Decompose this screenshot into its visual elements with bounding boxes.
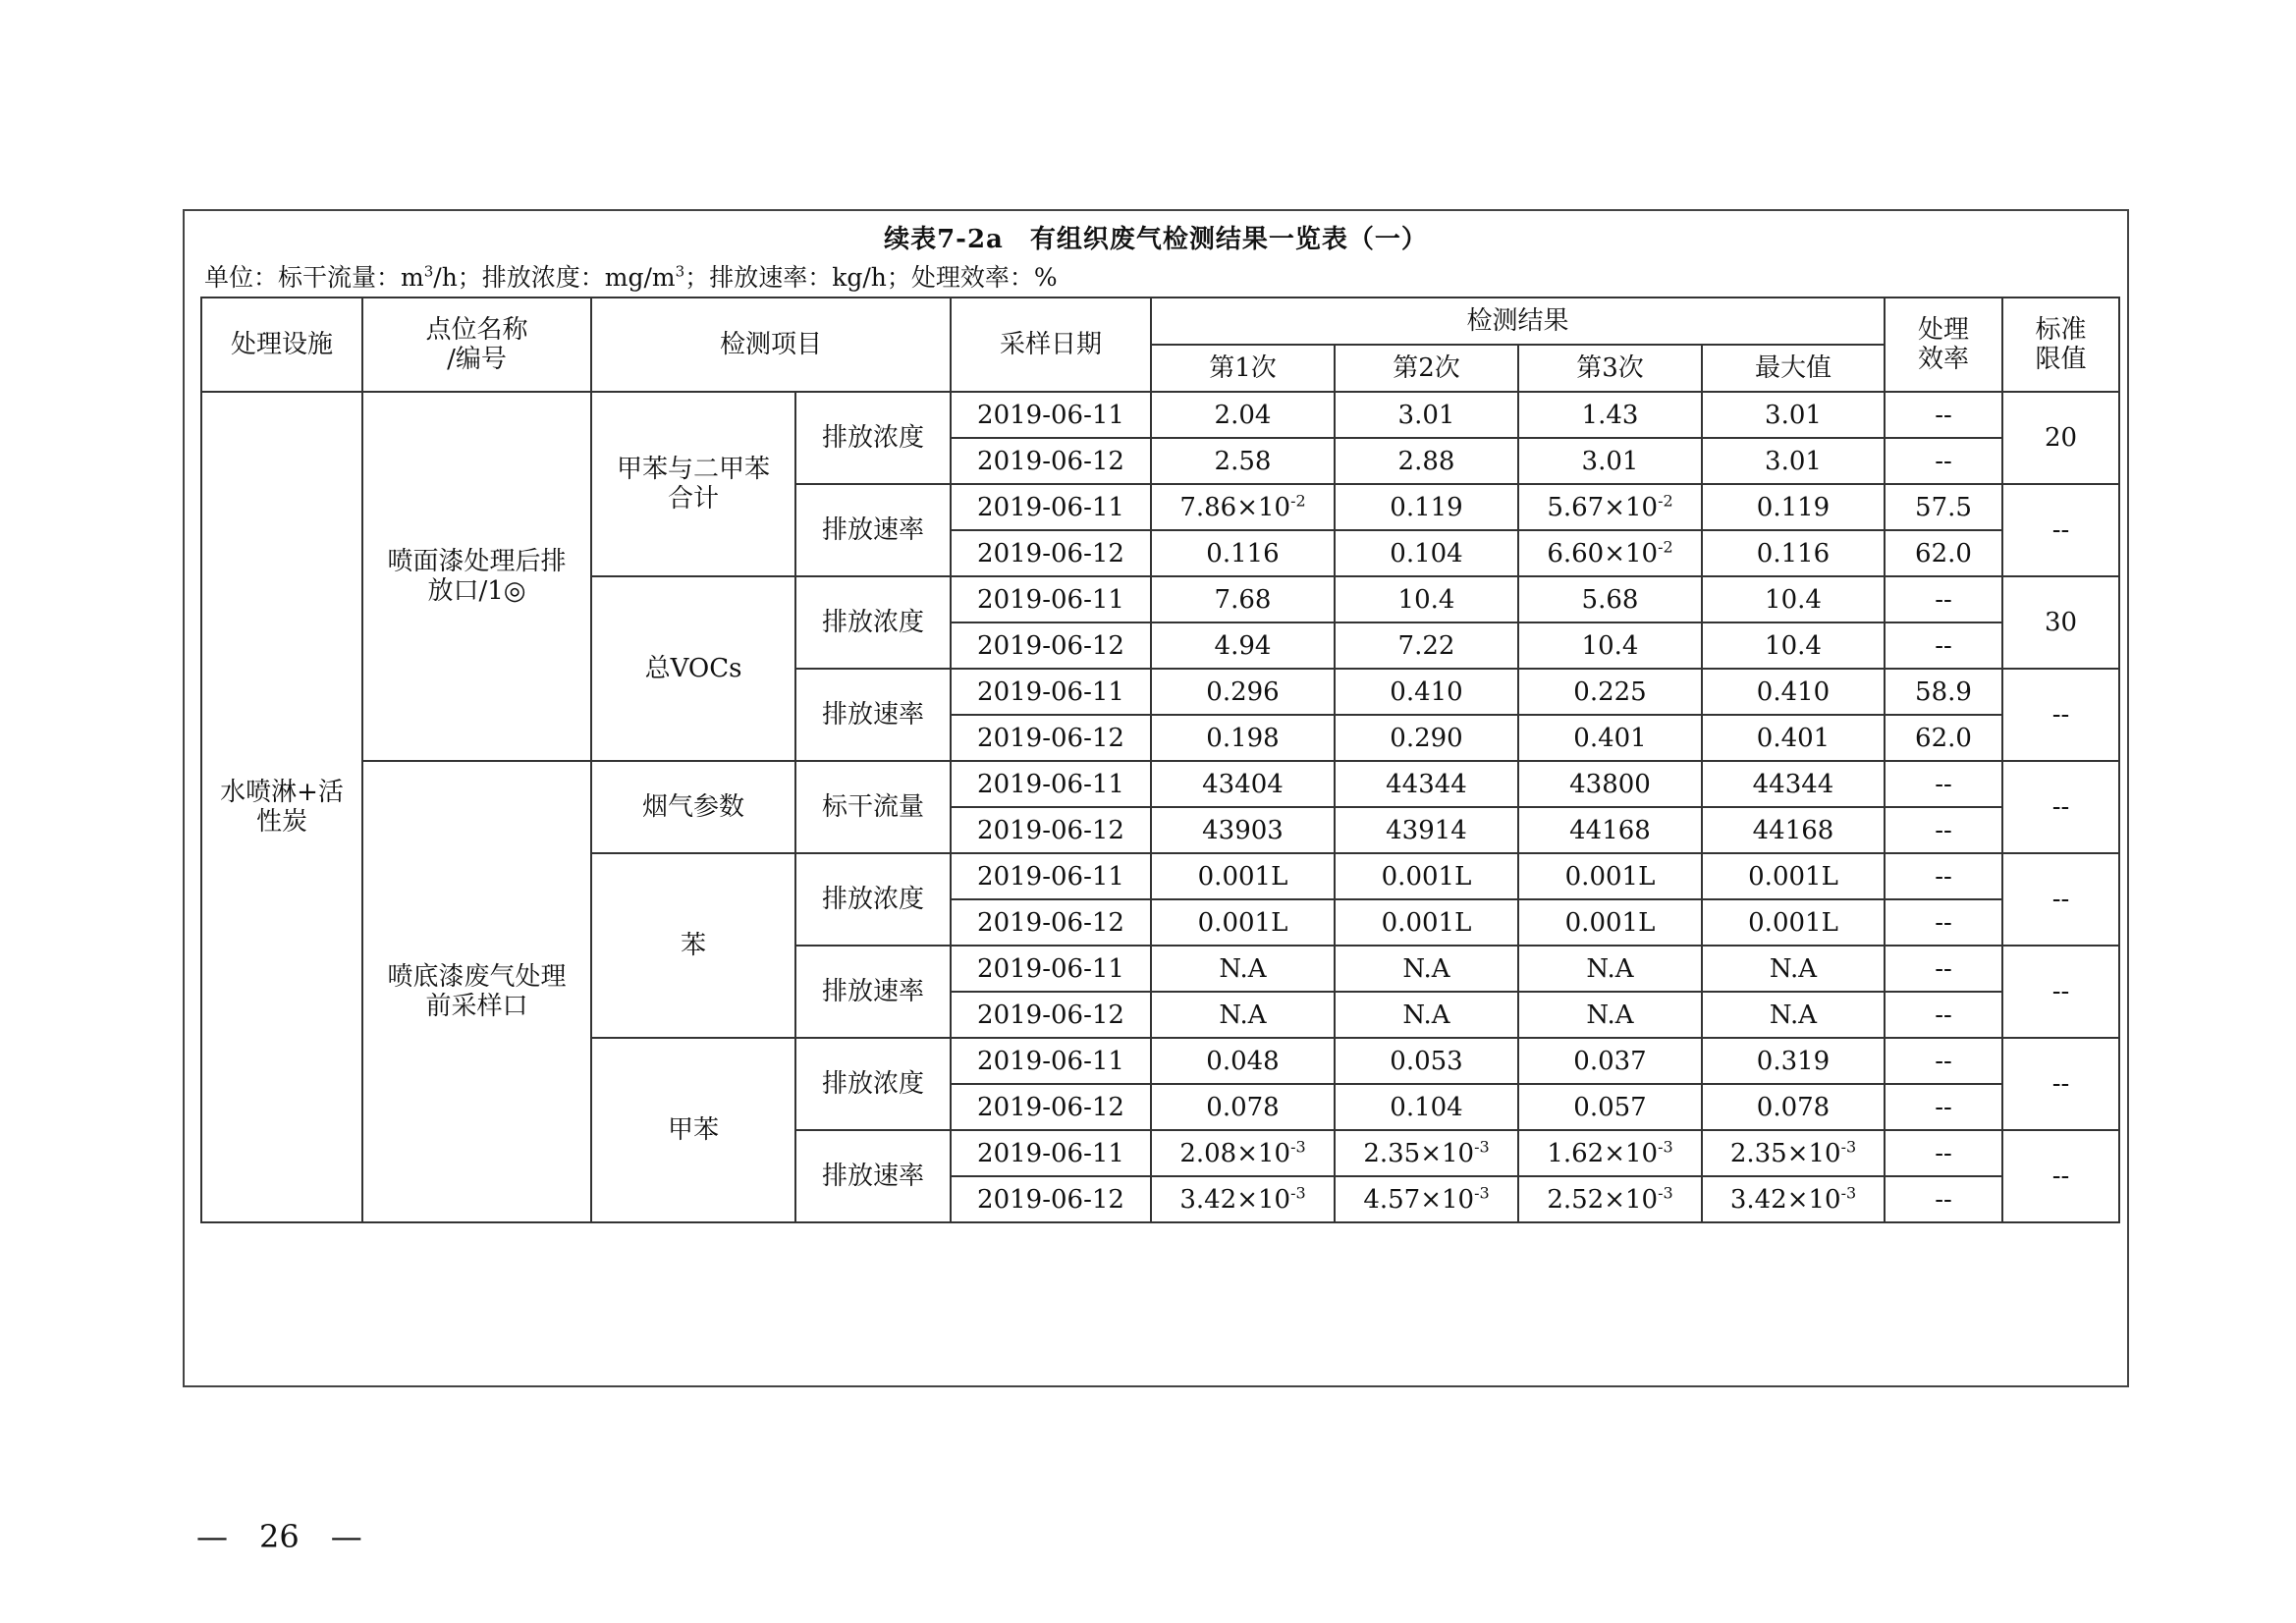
max-cell-value: 44168	[1752, 815, 1834, 845]
run-1-cell-value: 43404	[1202, 769, 1284, 799]
run-3-cell	[1518, 992, 1702, 1038]
max-cell	[1702, 1084, 1885, 1130]
run-2-cell	[1335, 669, 1518, 715]
date-cell-value: 2019-06-11	[977, 953, 1124, 984]
run-2-cell	[1335, 899, 1518, 946]
run-1-cell	[1151, 1038, 1335, 1084]
run-1-cell-value: 0.198	[1206, 723, 1280, 753]
run-3-cell-value: 6.60×10	[1547, 538, 1659, 568]
run-2-cell	[1335, 807, 1518, 853]
facility-cell: 水喷淋+活 性炭	[201, 392, 362, 1222]
page-number: — 26 —	[196, 1518, 362, 1555]
efficiency-cell	[1885, 438, 2002, 484]
max-cell	[1702, 392, 1885, 438]
efficiency-cell	[1885, 853, 2002, 899]
date-cell	[951, 761, 1151, 807]
date-cell	[951, 715, 1151, 761]
param-cell: 排放浓度	[795, 576, 951, 669]
run-2-cell	[1335, 530, 1518, 576]
run-3-cell	[1518, 1038, 1702, 1084]
run-1-cell-exponent: -2	[1290, 490, 1306, 510]
efficiency-cell	[1885, 1038, 2002, 1084]
efficiency-cell	[1885, 484, 2002, 530]
max-cell-value: 0.319	[1756, 1046, 1831, 1076]
date-cell	[951, 946, 1151, 992]
date-cell-value: 2019-06-11	[977, 492, 1124, 522]
limit-cell: --	[2002, 1038, 2119, 1130]
run-1-cell	[1151, 715, 1335, 761]
efficiency-cell-value: --	[1935, 769, 1952, 799]
date-cell-value: 2019-06-12	[977, 446, 1124, 476]
date-cell-value: 2019-06-12	[977, 723, 1124, 753]
run-2-cell	[1335, 1038, 1518, 1084]
run-2-cell-value: 3.01	[1397, 400, 1455, 430]
efficiency-cell-value: --	[1935, 400, 1952, 430]
run-2-cell	[1335, 1176, 1518, 1222]
date-cell-value: 2019-06-12	[977, 538, 1124, 568]
max-cell	[1702, 946, 1885, 992]
max-cell-value: 0.119	[1756, 492, 1831, 522]
date-cell-value: 2019-06-11	[977, 769, 1124, 799]
run-2-cell-value: 7.22	[1397, 630, 1455, 661]
run-2-cell-value: N.A	[1402, 953, 1450, 984]
date-cell-value: 2019-06-12	[977, 1092, 1124, 1122]
header-item: 检测项目	[591, 298, 951, 392]
efficiency-cell-value: --	[1935, 953, 1952, 984]
date-cell	[951, 530, 1151, 576]
date-cell	[951, 622, 1151, 669]
run-3-cell-exponent: -3	[1658, 1136, 1673, 1156]
run-1-cell-value: 7.86×10	[1179, 492, 1291, 522]
run-3-cell	[1518, 1130, 1702, 1176]
efficiency-cell	[1885, 715, 2002, 761]
date-cell-value: 2019-06-12	[977, 1000, 1124, 1030]
efficiency-cell	[1885, 899, 2002, 946]
run-1-cell-value: 2.58	[1214, 446, 1272, 476]
efficiency-cell-value: --	[1935, 1184, 1952, 1215]
run-3-cell	[1518, 761, 1702, 807]
max-cell	[1702, 576, 1885, 622]
date-cell-value: 2019-06-11	[977, 584, 1124, 615]
run-1-cell	[1151, 1176, 1335, 1222]
max-cell	[1702, 438, 1885, 484]
efficiency-cell	[1885, 1130, 2002, 1176]
run-1-cell-value: 0.001L	[1197, 907, 1288, 938]
run-1-cell-value: 0.048	[1206, 1046, 1280, 1076]
date-cell	[951, 1038, 1151, 1084]
limit-cell: --	[2002, 1130, 2119, 1222]
efficiency-cell-value: 62.0	[1915, 723, 1972, 753]
run-1-cell	[1151, 392, 1335, 438]
date-cell	[951, 669, 1151, 715]
max-cell	[1702, 530, 1885, 576]
max-cell	[1702, 484, 1885, 530]
efficiency-cell-value: --	[1935, 907, 1952, 938]
run-2-cell-value: 4.57×10	[1363, 1184, 1475, 1215]
max-cell-value: 44344	[1752, 769, 1834, 799]
point-cell: 喷底漆废气处理 前采样口	[362, 761, 591, 1222]
run-1-cell-value: 0.296	[1206, 676, 1280, 707]
results-table	[200, 297, 2120, 1223]
run-1-cell-value: N.A	[1219, 1000, 1267, 1030]
run-1-cell-value: 7.68	[1214, 584, 1272, 615]
param-cell: 排放浓度	[795, 392, 951, 484]
run-1-cell	[1151, 946, 1335, 992]
efficiency-cell-value: --	[1935, 1000, 1952, 1030]
point-cell: 喷面漆处理后排 放口/1◎	[362, 392, 591, 761]
units-line: 单位：标干流量：$m^3/h$；排放浓度：$mg/m^3$；排放速率：kg/h；处理效率：%	[204, 262, 1058, 292]
efficiency-cell-value: --	[1935, 1046, 1952, 1076]
run-2-cell	[1335, 1130, 1518, 1176]
run-1-cell-exponent: -3	[1290, 1136, 1306, 1156]
max-cell-value: 3.01	[1765, 400, 1822, 430]
run-2-cell-value: N.A	[1402, 1000, 1450, 1030]
run-1-cell	[1151, 669, 1335, 715]
date-cell-value: 2019-06-11	[977, 1138, 1124, 1168]
run-2-cell-value: 2.88	[1397, 446, 1455, 476]
date-cell	[951, 899, 1151, 946]
run-1-cell-value: 0.001L	[1197, 861, 1288, 892]
table-row	[201, 761, 2119, 807]
table-title: 续表7-2a 有组织废气检测结果一览表（一）	[884, 225, 1428, 254]
date-cell-value: 2019-06-11	[977, 1046, 1124, 1076]
run-3-cell	[1518, 946, 1702, 992]
max-cell	[1702, 807, 1885, 853]
run-1-cell	[1151, 484, 1335, 530]
run-3-cell-value: 0.037	[1573, 1046, 1647, 1076]
run-3-cell-value: 3.01	[1581, 446, 1639, 476]
max-cell-value: 0.401	[1756, 723, 1831, 753]
efficiency-cell-value: --	[1935, 1092, 1952, 1122]
run-3-cell	[1518, 807, 1702, 853]
header-point: 点位名称 /编号	[362, 298, 591, 392]
run-2-cell	[1335, 484, 1518, 530]
report-frame	[183, 209, 2129, 1387]
efficiency-cell-value: 62.0	[1915, 538, 1972, 568]
run-3-cell	[1518, 1176, 1702, 1222]
max-cell-value: 0.001L	[1748, 861, 1838, 892]
efficiency-cell-value: --	[1935, 815, 1952, 845]
pollutant-cell: 甲苯与二甲苯 合计	[591, 392, 795, 576]
run-3-cell-value: 10.4	[1581, 630, 1639, 661]
efficiency-cell	[1885, 761, 2002, 807]
efficiency-cell	[1885, 992, 2002, 1038]
run-2-cell-value: 43914	[1386, 815, 1467, 845]
param-cell: 排放浓度	[795, 1038, 951, 1130]
limit-cell: --	[2002, 484, 2119, 576]
max-cell	[1702, 622, 1885, 669]
max-cell	[1702, 992, 1885, 1038]
run-3-cell	[1518, 576, 1702, 622]
run-3-cell-value: N.A	[1586, 1000, 1634, 1030]
run-2-cell-value: 10.4	[1397, 584, 1455, 615]
header-run-2: 第2次	[1335, 345, 1518, 392]
max-cell-value: 10.4	[1765, 584, 1822, 615]
run-3-cell-value: 5.68	[1581, 584, 1639, 615]
run-3-cell	[1518, 669, 1702, 715]
param-cell: 排放速率	[795, 946, 951, 1038]
max-cell-value: 0.078	[1756, 1092, 1831, 1122]
run-1-cell-value: 2.04	[1214, 400, 1272, 430]
date-cell	[951, 438, 1151, 484]
header-efficiency: 处理 效率	[1885, 298, 2002, 392]
run-2-cell	[1335, 992, 1518, 1038]
run-3-cell	[1518, 484, 1702, 530]
date-cell-value: 2019-06-11	[977, 861, 1124, 892]
header-run-1: 第1次	[1151, 345, 1335, 392]
run-2-cell-value: 0.290	[1390, 723, 1463, 753]
max-cell	[1702, 899, 1885, 946]
efficiency-cell-value: --	[1935, 584, 1952, 615]
efficiency-cell	[1885, 530, 2002, 576]
run-3-cell-value: 0.001L	[1564, 907, 1656, 938]
run-1-cell	[1151, 899, 1335, 946]
run-2-cell	[1335, 622, 1518, 669]
date-cell	[951, 484, 1151, 530]
date-cell-value: 2019-06-12	[977, 907, 1124, 938]
header-date: 采样日期	[951, 298, 1151, 392]
run-2-cell	[1335, 392, 1518, 438]
efficiency-cell	[1885, 392, 2002, 438]
run-3-cell-value: 1.62×10	[1547, 1138, 1659, 1168]
param-cell: 排放速率	[795, 669, 951, 761]
run-1-cell-exponent: -3	[1290, 1182, 1306, 1202]
date-cell	[951, 807, 1151, 853]
efficiency-cell	[1885, 669, 2002, 715]
date-cell	[951, 1084, 1151, 1130]
run-1-cell	[1151, 530, 1335, 576]
efficiency-cell	[1885, 1084, 2002, 1130]
max-cell	[1702, 761, 1885, 807]
run-3-cell	[1518, 715, 1702, 761]
run-1-cell-value: 4.94	[1214, 630, 1272, 661]
date-cell-value: 2019-06-12	[977, 1184, 1124, 1215]
date-cell	[951, 576, 1151, 622]
date-cell	[951, 392, 1151, 438]
run-2-cell-value: 0.104	[1390, 1092, 1463, 1122]
run-3-cell-value: N.A	[1586, 953, 1634, 984]
run-1-cell	[1151, 992, 1335, 1038]
run-2-cell-value: 44344	[1386, 769, 1467, 799]
run-3-cell-value: 0.001L	[1564, 861, 1656, 892]
max-cell-value: N.A	[1769, 1000, 1818, 1030]
run-3-cell-value: 0.225	[1573, 676, 1647, 707]
efficiency-cell-value: 58.9	[1915, 676, 1972, 707]
max-cell-exponent: -3	[1840, 1182, 1857, 1202]
run-1-cell	[1151, 761, 1335, 807]
run-3-cell-value: 43800	[1569, 769, 1651, 799]
date-cell-value: 2019-06-12	[977, 815, 1124, 845]
run-2-cell-value: 0.001L	[1381, 861, 1472, 892]
header-limit: 标准 限值	[2002, 298, 2119, 392]
pollutant-cell: 总VOCs	[591, 576, 795, 761]
max-cell-value: 3.42×10	[1729, 1184, 1841, 1215]
run-1-cell-value: 2.08×10	[1179, 1138, 1291, 1168]
max-cell-value: 0.001L	[1748, 907, 1838, 938]
run-1-cell	[1151, 853, 1335, 899]
header-facility: 处理设施	[201, 298, 362, 392]
run-1-cell-value: 0.078	[1206, 1092, 1280, 1122]
run-1-cell	[1151, 438, 1335, 484]
max-cell-value: 2.35×10	[1729, 1138, 1841, 1168]
efficiency-cell	[1885, 946, 2002, 992]
run-2-cell	[1335, 438, 1518, 484]
table-row	[201, 392, 2119, 438]
efficiency-cell	[1885, 622, 2002, 669]
date-cell-value: 2019-06-12	[977, 630, 1124, 661]
max-cell	[1702, 853, 1885, 899]
param-cell: 排放速率	[795, 1130, 951, 1222]
pollutant-cell: 苯	[591, 853, 795, 1038]
limit-cell: --	[2002, 946, 2119, 1038]
header-max: 最大值	[1702, 345, 1885, 392]
limit-cell: --	[2002, 853, 2119, 946]
efficiency-cell	[1885, 576, 2002, 622]
run-2-cell-exponent: -3	[1474, 1136, 1490, 1156]
run-1-cell-value: N.A	[1219, 953, 1267, 984]
limit-cell: 30	[2002, 576, 2119, 669]
date-cell-value: 2019-06-11	[977, 400, 1124, 430]
param-cell: 标干流量	[795, 761, 951, 853]
run-3-cell	[1518, 438, 1702, 484]
run-2-cell	[1335, 761, 1518, 807]
run-3-cell-value: 5.67×10	[1547, 492, 1659, 522]
pollutant-cell: 烟气参数	[591, 761, 795, 853]
max-cell	[1702, 669, 1885, 715]
param-cell: 排放速率	[795, 484, 951, 576]
run-3-cell-exponent: -2	[1658, 490, 1673, 510]
max-cell	[1702, 715, 1885, 761]
run-3-cell-value: 44168	[1569, 815, 1651, 845]
run-2-cell	[1335, 853, 1518, 899]
efficiency-cell	[1885, 807, 2002, 853]
run-1-cell	[1151, 1084, 1335, 1130]
efficiency-cell-value: --	[1935, 861, 1952, 892]
run-3-cell	[1518, 392, 1702, 438]
max-cell-value: 3.01	[1765, 446, 1822, 476]
date-cell	[951, 853, 1151, 899]
run-2-cell-value: 0.053	[1390, 1046, 1463, 1076]
limit-cell: 20	[2002, 392, 2119, 484]
param-cell: 排放浓度	[795, 853, 951, 946]
run-1-cell	[1151, 807, 1335, 853]
run-3-cell-value: 2.52×10	[1547, 1184, 1659, 1215]
efficiency-cell-value: --	[1935, 446, 1952, 476]
run-3-cell	[1518, 530, 1702, 576]
limit-cell: --	[2002, 761, 2119, 853]
max-cell-value: 0.116	[1756, 538, 1831, 568]
max-cell-value: N.A	[1769, 953, 1818, 984]
max-cell	[1702, 1038, 1885, 1084]
run-1-cell	[1151, 576, 1335, 622]
run-3-cell-exponent: -3	[1658, 1182, 1673, 1202]
run-2-cell	[1335, 715, 1518, 761]
run-3-cell	[1518, 1084, 1702, 1130]
max-cell-exponent: -3	[1840, 1136, 1857, 1156]
run-3-cell-value: 1.43	[1581, 400, 1639, 430]
run-1-cell-value: 3.42×10	[1179, 1184, 1291, 1215]
run-2-cell	[1335, 1084, 1518, 1130]
run-2-cell-value: 0.410	[1390, 676, 1463, 707]
limit-cell: --	[2002, 669, 2119, 761]
run-2-cell-value: 2.35×10	[1363, 1138, 1475, 1168]
run-2-cell-exponent: -3	[1474, 1182, 1490, 1202]
header-results: 检测结果	[1151, 298, 1885, 345]
run-2-cell-value: 0.119	[1390, 492, 1463, 522]
date-cell	[951, 1130, 1151, 1176]
run-2-cell	[1335, 946, 1518, 992]
date-cell	[951, 1176, 1151, 1222]
run-1-cell	[1151, 622, 1335, 669]
run-2-cell-value: 0.001L	[1381, 907, 1472, 938]
max-cell-value: 10.4	[1765, 630, 1822, 661]
run-1-cell-value: 43903	[1202, 815, 1284, 845]
run-2-cell-value: 0.104	[1390, 538, 1463, 568]
date-cell-value: 2019-06-11	[977, 676, 1124, 707]
pollutant-cell: 甲苯	[591, 1038, 795, 1222]
max-cell	[1702, 1176, 1885, 1222]
max-cell	[1702, 1130, 1885, 1176]
run-3-cell-value: 0.057	[1573, 1092, 1647, 1122]
run-1-cell	[1151, 1130, 1335, 1176]
efficiency-cell-value: --	[1935, 630, 1952, 661]
run-3-cell	[1518, 853, 1702, 899]
run-3-cell	[1518, 899, 1702, 946]
max-cell-value: 0.410	[1756, 676, 1831, 707]
efficiency-cell-value: 57.5	[1915, 492, 1972, 522]
run-2-cell	[1335, 576, 1518, 622]
date-cell	[951, 992, 1151, 1038]
run-3-cell	[1518, 622, 1702, 669]
run-3-cell-exponent: -2	[1658, 536, 1673, 556]
efficiency-cell	[1885, 1176, 2002, 1222]
header-run-3: 第3次	[1518, 345, 1702, 392]
run-3-cell-value: 0.401	[1573, 723, 1647, 753]
efficiency-cell-value: --	[1935, 1138, 1952, 1168]
run-1-cell-value: 0.116	[1206, 538, 1280, 568]
